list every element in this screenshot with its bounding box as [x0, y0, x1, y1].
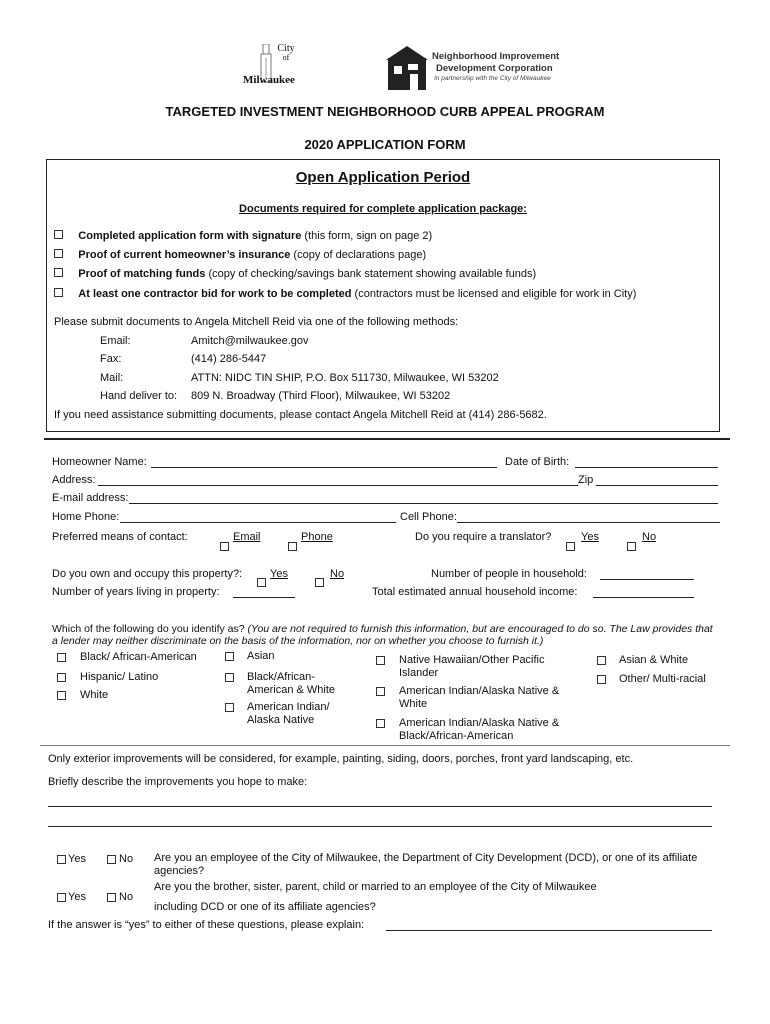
improvements-line[interactable] — [48, 826, 712, 827]
home-phone-field[interactable] — [120, 522, 396, 523]
explain-field[interactable] — [386, 930, 712, 931]
section-divider — [40, 745, 730, 746]
doc-item-bold: At least one contractor bid for work to be completed — [78, 288, 352, 300]
method-value[interactable]: Amitch@milwaukee.gov — [191, 335, 309, 347]
doc-item — [54, 249, 426, 262]
own-occupy-label: Do you own and occupy this property?: — [52, 568, 243, 580]
city-logo — [243, 42, 303, 88]
city-logo-line2: of — [282, 53, 290, 62]
own-no-option: No — [330, 568, 345, 580]
relative-question-line1: Are you the brother, sister, parent, child or married to an employee of the City of Milwaukee — [154, 881, 597, 893]
employee-yes-label: Yes — [68, 853, 86, 865]
email-field[interactable] — [129, 503, 718, 504]
assist-note: If you need assistance submitting documents, please contact Angela Mitchell Reid at (414) 286-5682. — [54, 409, 547, 421]
ethnicity-checkbox[interactable] — [225, 673, 234, 682]
own-yes-option: Yes — [270, 568, 288, 580]
doc-item-rest: (copy of checking/savings bank statement showing available funds) — [205, 268, 537, 280]
ethnicity-option: White — [80, 689, 109, 701]
city-logo-line3: Milwaukee — [243, 74, 295, 86]
income-label: Total estimated annual household income: — [372, 586, 578, 598]
ethnicity-option: American Indian/Alaska Native & White — [399, 685, 560, 710]
method-label: Fax: — [100, 353, 122, 365]
ethnicity-checkbox[interactable] — [225, 703, 234, 712]
contact-email-option: Email — [233, 531, 261, 543]
ethnicity-checkbox[interactable] — [57, 673, 66, 682]
ethnicity-option: Native Hawaiian/Other Pacific Islander — [399, 654, 545, 679]
relative-question-line2: including DCD or one of its affiliate agencies? — [154, 901, 376, 913]
people-label: Number of people in household: — [431, 568, 587, 580]
own-no-checkbox[interactable] — [315, 578, 324, 587]
years-field[interactable] — [233, 597, 295, 598]
contact-email-checkbox[interactable] — [220, 542, 229, 551]
ethnicity-checkbox[interactable] — [376, 687, 385, 696]
doc-checkbox[interactable] — [54, 288, 63, 297]
income-field[interactable] — [593, 597, 694, 598]
doc-item-bold: Proof of current homeowner’s insurance — [78, 249, 291, 261]
contact-phone-checkbox[interactable] — [288, 542, 297, 551]
doc-item-rest: (contractors must be licensed and eligible for work in City) — [351, 288, 637, 300]
ethnicity-option: American Indian/ Alaska Native — [247, 701, 330, 726]
years-label: Number of years living in property: — [52, 586, 220, 598]
ethnicity-checkbox[interactable] — [57, 653, 66, 662]
ethnicity-checkbox[interactable] — [225, 652, 234, 661]
doc-item — [54, 268, 536, 281]
method-value: (414) 286-5447 — [191, 353, 267, 365]
page-subtitle: 2020 APPLICATION FORM — [304, 137, 466, 152]
doc-checkbox[interactable] — [54, 230, 63, 239]
improvements-describe: Briefly describe the improvements you hope to make: — [48, 776, 308, 788]
relative-yes-checkbox[interactable] — [57, 893, 66, 902]
method-value: 809 N. Broadway (Third Floor), Milwaukee, WI 53202 — [191, 390, 451, 402]
improvements-note: Only exterior improvements will be considered, for example, painting, siding, doors, porches, front yard landscaping, etc. — [48, 753, 634, 765]
employee-question: Are you an employee of the City of Milwaukee, the Department of City Development (DCD), or one of its affiliate agencies? — [154, 852, 698, 877]
zip-label: Zip — [578, 474, 594, 486]
method-label: Hand deliver to: — [100, 390, 178, 402]
method-label: Mail: — [100, 372, 124, 384]
translator-yes-checkbox[interactable] — [566, 542, 575, 551]
dob-label: Date of Birth: — [505, 456, 570, 468]
cell-phone-field[interactable] — [457, 522, 720, 523]
method-value: ATTN: NIDC TIN SHIP, P.O. Box 511730, Milwaukee, WI 53202 — [191, 372, 499, 384]
relative-no-label: No — [119, 891, 134, 903]
docs-heading: Documents required for complete application package: — [239, 203, 527, 215]
relative-yes-label: Yes — [68, 891, 86, 903]
zip-field[interactable] — [596, 485, 718, 486]
employee-yes-checkbox[interactable] — [57, 855, 66, 864]
ethnicity-note: (You are not required to furnish this information, but are encouraged to do so. The Law provides that a lender may neither discriminate on the basis of the information, nor on whether you choose to furnish it.) — [52, 623, 713, 647]
employee-no-checkbox[interactable] — [107, 855, 116, 864]
box-heading: Open Application Period — [295, 169, 471, 186]
nidc-line1: Neighborhood Improvement — [432, 51, 560, 62]
ethnicity-checkbox[interactable] — [376, 719, 385, 728]
homeowner-name-label: Homeowner Name: — [52, 456, 147, 468]
doc-item-rest: (copy of declarations page) — [290, 249, 427, 261]
page-title: TARGETED INVESTMENT NEIGHBORHOOD CURB APPEAL PROGRAM — [165, 104, 605, 119]
ethnicity-option: Other/ Multi-racial — [619, 673, 706, 685]
home-phone-label: Home Phone: — [52, 511, 120, 523]
method-label: Email: — [100, 335, 131, 347]
own-yes-checkbox[interactable] — [257, 578, 266, 587]
ethnicity-option: Asian & White — [619, 654, 689, 666]
improvements-line[interactable] — [48, 806, 712, 807]
doc-item-bold: Completed application form with signature — [78, 230, 302, 242]
employee-no-label: No — [119, 853, 134, 865]
doc-item — [54, 230, 432, 243]
address-field[interactable] — [98, 485, 578, 486]
ethnicity-checkbox[interactable] — [57, 691, 66, 700]
house-icon — [386, 44, 428, 90]
doc-item-rest: (this form, sign on page 2) — [301, 230, 433, 242]
contact-phone-option: Phone — [301, 531, 333, 543]
section-divider — [44, 438, 730, 440]
ethnicity-option: Black/African-American & White — [247, 671, 336, 696]
ethnicity-option: American Indian/Alaska Native & Black/African-American — [399, 717, 560, 742]
translator-yes-option: Yes — [581, 531, 599, 543]
homeowner-name-field[interactable] — [151, 467, 497, 468]
email-label: E-mail address: — [52, 492, 129, 504]
cell-phone-label: Cell Phone: — [400, 511, 457, 523]
doc-item — [54, 288, 636, 301]
pref-contact-label: Preferred means of contact: — [52, 531, 188, 543]
ethnicity-option: Asian — [247, 650, 275, 662]
translator-no-option: No — [642, 531, 657, 543]
doc-item-bold: Proof of matching funds — [78, 268, 206, 280]
city-logo-line1: City — [277, 43, 295, 54]
doc-checkbox[interactable] — [54, 268, 63, 277]
address-label: Address: — [52, 474, 96, 486]
ethnicity-question — [52, 623, 718, 647]
doc-checkbox[interactable] — [54, 249, 63, 258]
translator-no-checkbox[interactable] — [627, 542, 636, 551]
submit-intro: Please submit documents to Angela Mitchell Reid via one of the following methods: — [54, 316, 459, 328]
nidc-tagline: In partnership with the City of Milwaukee — [434, 75, 551, 82]
ethnicity-checkbox[interactable] — [376, 656, 385, 665]
explain-label: If the answer is “yes” to either of these questions, please explain: — [48, 919, 365, 931]
translator-label: Do you require a translator? — [415, 531, 552, 543]
relative-no-checkbox[interactable] — [107, 893, 116, 902]
ethnicity-question-text: Which of the following do you identify as? — [52, 623, 245, 635]
ethnicity-checkbox[interactable] — [597, 675, 606, 684]
nidc-line2: Development Corporation — [436, 63, 553, 74]
people-field[interactable] — [600, 579, 694, 580]
nidc-logo — [386, 44, 576, 92]
ethnicity-option: Hispanic/ Latino — [80, 671, 159, 683]
ethnicity-option: Black/ African-American — [80, 651, 197, 663]
ethnicity-checkbox[interactable] — [597, 656, 606, 665]
dob-field[interactable] — [575, 467, 718, 468]
